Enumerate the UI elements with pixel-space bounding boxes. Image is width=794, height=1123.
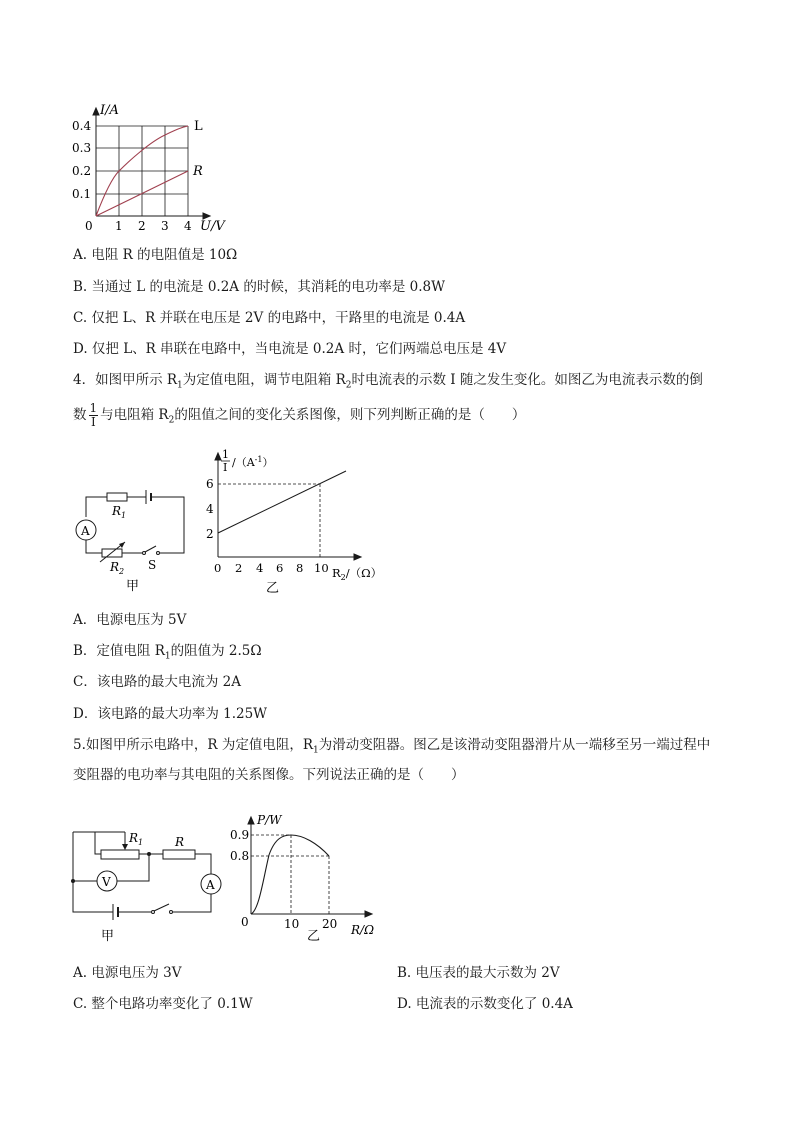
r1-label: $R_1$	[112, 504, 127, 520]
y-tick: 2	[206, 527, 214, 541]
q4-option-d: D．该电路的最大功率为 1.25W	[73, 706, 268, 722]
y-unit: $/(A^{-1})$	[232, 455, 274, 469]
q5-graph	[230, 810, 385, 945]
r1-label: $R_1$	[129, 831, 144, 847]
x-axis-label: $R_2/(\Omega)$	[332, 566, 383, 582]
q4-stem-line2: 数 $\frac{1}{I}$ 与电阻箱 $R_2$的阻值之间的变化关系图像，则下列判断正确的是（ ）	[73, 401, 526, 429]
wire	[86, 540, 102, 553]
x-tick: 4	[184, 219, 192, 233]
x-tick: 3	[161, 219, 169, 233]
q4-option-c: C．该电路的最大电流为 2A	[73, 674, 241, 690]
q3-option-a: A. 电阻 R 的电阻值是 10Ω	[73, 247, 238, 263]
switch-label: S	[148, 558, 157, 572]
graph-caption: 乙	[307, 929, 321, 944]
x-axis-label: R/Ω	[351, 923, 375, 937]
q3-option-b: B. 当通过 L 的电流是 0.2A 的时候，其消耗的电功率是 0.8W	[73, 279, 445, 295]
resistor-r	[163, 850, 195, 859]
q5-circuit	[65, 822, 240, 947]
q5-option-d: D. 电流表的示数变化了 0.4A	[397, 996, 573, 1012]
y-frac-num: 1	[222, 448, 229, 461]
wire	[195, 854, 211, 874]
rheostat-r1	[101, 850, 139, 859]
x-tick: 10	[314, 561, 329, 575]
x-tick: 6	[276, 561, 284, 575]
wire	[86, 497, 107, 517]
power-curve	[251, 835, 329, 914]
junction	[147, 852, 151, 856]
x-axis-label: U/V	[200, 219, 225, 234]
y-tick: 0.4	[72, 119, 92, 133]
iu-graph	[60, 100, 230, 240]
wire	[117, 854, 149, 881]
curve-l-label: L	[194, 119, 203, 134]
q4-option-b: B．定值电阻 $R_1$的阻值为 2.5Ω	[73, 643, 262, 662]
switch-contact	[157, 552, 160, 555]
line-r-label: R	[193, 164, 203, 179]
y-tick: 0.9	[230, 828, 250, 842]
x-axis-arrow	[365, 911, 372, 917]
x-tick: 4	[256, 561, 264, 575]
q3-option-c: C. 仅把 L、R 并联在电压是 2V 的电路中，干路里的电流是 0.4A	[73, 310, 466, 326]
y-axis-arrow	[93, 108, 99, 115]
wire	[73, 832, 113, 912]
q4-stem-line1: 4．如图甲所示 $R_1$为定值电阻，调节电阻箱 $R_2$时电流表的示数 I 随之发生变化。如图乙为电流表示数的倒	[73, 372, 703, 391]
y-tick: 0.2	[72, 164, 92, 178]
y-axis-label: P/W	[257, 813, 282, 827]
resistor-r1	[107, 493, 127, 501]
data-line	[218, 471, 346, 533]
switch-blade	[145, 546, 156, 552]
variable-arrow-head	[119, 542, 125, 548]
y-frac-den: I	[223, 461, 228, 474]
q5-stem-line1: 5.如图甲所示电路中，R 为定值电阻，$R_1$为滑动变阻器。图乙是该滑动变阻器滑片从一端移至另一端过程中	[73, 737, 711, 756]
ammeter-label: A	[81, 524, 90, 538]
r-label: R	[175, 835, 185, 849]
q3-option-d: D. 仅把 L、R 串联在电路中，当电流是 0.2A 时，它们两端总电压是 4V	[73, 341, 507, 357]
q4-option-a: A．电源电压为 5V	[73, 612, 187, 628]
slider-arrow	[122, 844, 128, 850]
y-tick: 0.1	[72, 187, 92, 201]
y-tick: 6	[206, 477, 214, 491]
y-axis-arrow	[215, 453, 221, 460]
origin-label: 0	[85, 219, 93, 233]
q4-circuit	[70, 480, 200, 600]
q5-stem-line2: 变阻器的电功率与其电阻的关系图像。下列说法正确的是（ ）	[73, 767, 465, 783]
x-tick: 1	[115, 219, 123, 233]
circuit-caption: 甲	[101, 929, 115, 944]
q4-graph	[200, 440, 400, 600]
x-tick: 8	[296, 561, 304, 575]
x-tick: 0	[214, 561, 222, 575]
wire	[95, 832, 101, 854]
x-tick: 10	[284, 917, 300, 931]
x-axis-arrow	[354, 554, 361, 560]
y-tick: 0.8	[230, 849, 250, 863]
origin-label: 0	[241, 915, 249, 929]
q5-option-c: C. 整个电路功率变化了 0.1W	[73, 996, 253, 1012]
q5-option-b: B. 电压表的最大示数为 2V	[397, 965, 560, 981]
y-axis-arrow	[248, 817, 254, 824]
y-axis-label: I/A	[100, 103, 119, 118]
switch-blade	[154, 904, 169, 911]
circuit-caption: 甲	[126, 579, 140, 594]
r2-label: $R_2$	[110, 560, 125, 576]
x-tick: 2	[138, 219, 146, 233]
x-tick: 20	[322, 917, 338, 931]
y-tick: 4	[206, 502, 214, 516]
wire	[151, 497, 184, 553]
ammeter-label: A	[206, 878, 215, 892]
fraction-one-over-i: $\frac{1}{I}$	[89, 401, 98, 429]
voltmeter-label: V	[102, 875, 111, 889]
wire	[173, 894, 211, 912]
switch-contact	[170, 911, 173, 914]
y-tick: 0.3	[72, 141, 92, 155]
junction	[71, 879, 75, 883]
graph-caption: 乙	[266, 581, 280, 596]
x-tick: 2	[235, 561, 243, 575]
q5-option-a: A. 电源电压为 3V	[73, 965, 182, 981]
